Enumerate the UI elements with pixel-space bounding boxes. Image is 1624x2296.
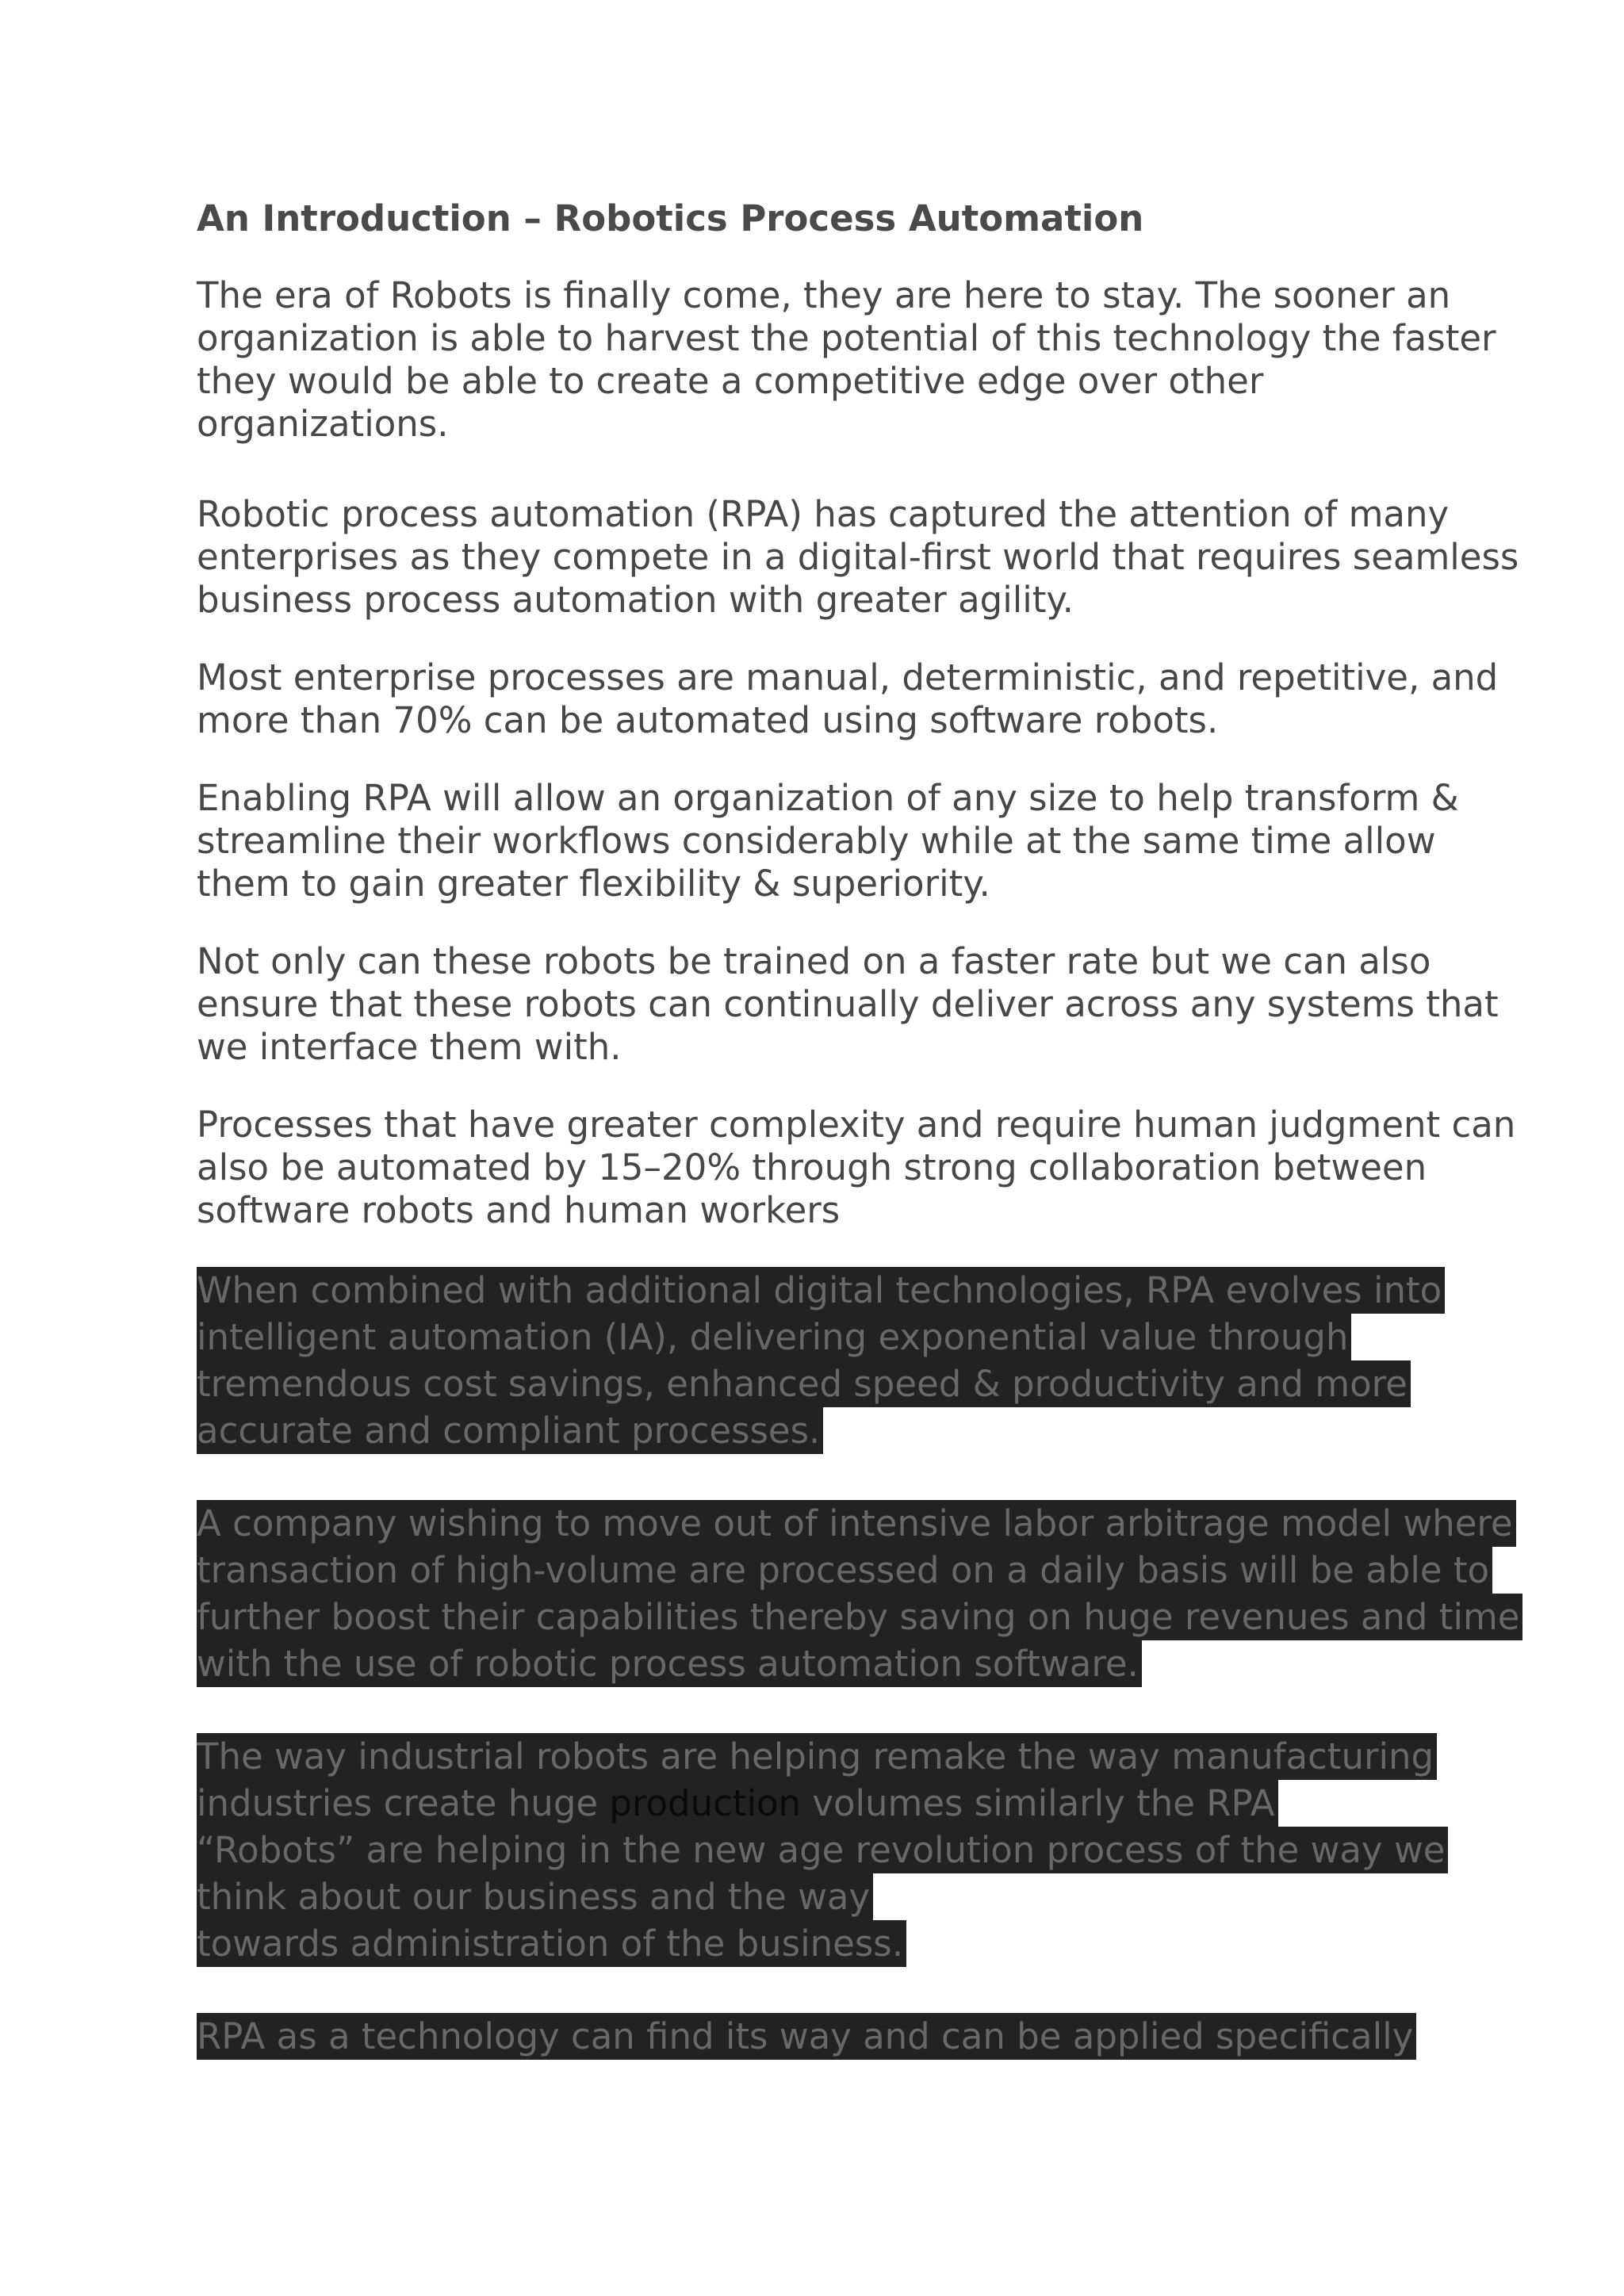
text-line: organizations. <box>197 403 449 445</box>
text-line: software robots and human workers <box>197 1189 841 1231</box>
highlighted-line: with the use of robotic process automation software. <box>197 1640 1142 1687</box>
text-line: Robotic process automation (RPA) has captured the attention of many <box>197 493 1450 535</box>
text-line: also be automated by 15–20% through strong collaboration between <box>197 1146 1427 1188</box>
text-line: Enabling RPA will allow an organization of any size to help transform & <box>197 777 1459 819</box>
highlighted-line: RPA as a technology can find its way and can be applied specifically <box>197 2013 1416 2060</box>
text-line: they would be able to create a competitive edge over other <box>197 360 1264 402</box>
paragraph-enabling-rpa <box>197 777 1465 905</box>
highlighted-line: A company wishing to move out of intensive labor arbitrage model where <box>197 1500 1516 1547</box>
paragraph-robots-trained <box>197 940 1499 1069</box>
paragraph-enterprise-processes <box>197 656 1499 742</box>
highlighted-line: accurate and compliant processes. <box>197 1407 823 1454</box>
text-line: more than 70% can be automated using software robots. <box>197 699 1219 741</box>
highlighted-line: transaction of high-volume are processed on a daily basis will be able to <box>197 1547 1492 1594</box>
highlighted-line: think about our business and the way <box>197 1873 873 1920</box>
document-title: An Introduction – Robotics Process Automation <box>197 197 1144 239</box>
paragraph-complex-processes <box>197 1104 1516 1232</box>
text-line: Not only can these robots be trained on a faster rate but we can also <box>197 940 1431 982</box>
highlighted-line: tremendous cost savings, enhanced speed & productivity and more <box>197 1360 1411 1407</box>
highlighted-line: “Robots” are helping in the new age revolution process of the way we <box>197 1827 1448 1873</box>
highlighted-text: volumes similarly the RPA <box>801 1782 1275 1824</box>
highlighted-text: industries create huge <box>197 1782 610 1824</box>
highlighted-line: When combined with additional digital technologies, RPA evolves into <box>197 1267 1445 1314</box>
highlighted-line: towards administration of the business. <box>197 1920 906 1967</box>
text-line: them to gain greater flexibility & superiority. <box>197 863 990 905</box>
text-line: The era of Robots is finally come, they are here to stay. The sooner an <box>197 274 1451 316</box>
highlighted-paragraph-labor-arbitrage <box>197 1500 1520 1687</box>
paragraph-era-of-robots <box>197 274 1496 446</box>
paragraph-rpa-attention <box>197 493 1519 622</box>
text-line: organization is able to harvest the potential of this technology the faster <box>197 317 1496 359</box>
text-line: enterprises as they compete in a digital-first world that requires seamless <box>197 536 1519 578</box>
text-line: we interface them with. <box>197 1026 622 1068</box>
text-line: ensure that these robots can continually deliver across any systems that <box>197 983 1499 1025</box>
highlighted-line: The way industrial robots are helping remake the way manufacturing <box>197 1733 1437 1780</box>
highlighted-paragraph-rpa-technology <box>197 2013 1465 2060</box>
highlighted-word-production: production <box>609 1782 802 1824</box>
highlighted-line: intelligent automation (IA), delivering exponential value through <box>197 1314 1351 1360</box>
highlighted-line: further boost their capabilities thereby saving on huge revenues and time <box>197 1594 1522 1640</box>
highlighted-paragraph-intelligent-automation <box>197 1267 1465 1454</box>
text-line: Processes that have greater complexity and require human judgment can <box>197 1104 1516 1146</box>
highlighted-line <box>197 1780 1278 1827</box>
highlighted-paragraph-industrial-robots <box>197 1733 1465 1967</box>
document-body <box>197 195 1520 2106</box>
text-line: business process automation with greater agility. <box>197 579 1074 621</box>
text-line: streamline their workflows considerably while at the same time allow <box>197 820 1436 862</box>
text-line: Most enterprise processes are manual, deterministic, and repetitive, and <box>197 656 1499 698</box>
